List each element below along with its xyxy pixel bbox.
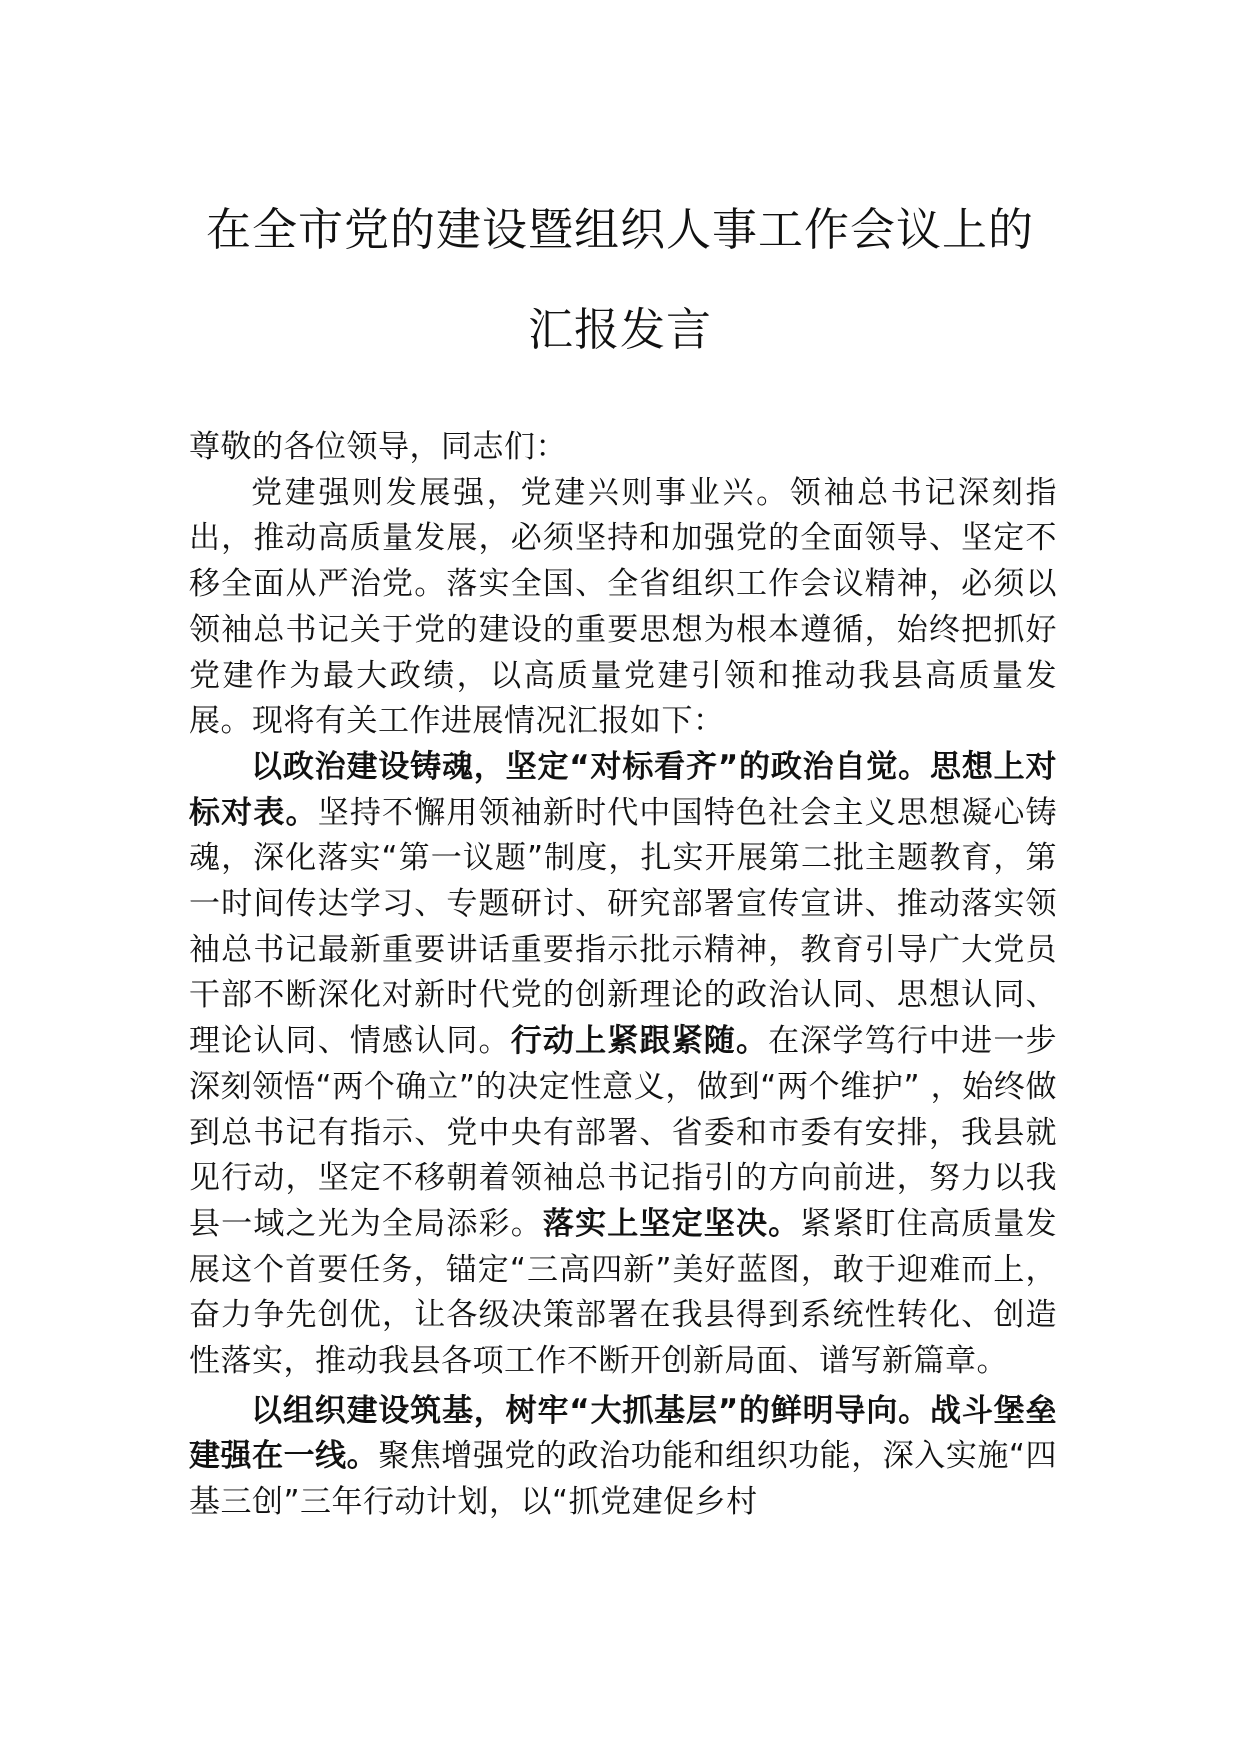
title-line-1: 在全市党的建设暨组织人事工作会议上的 xyxy=(205,203,1034,256)
section-2-sub1-heading: 战斗堡垒建强在一线。 xyxy=(189,1392,1058,1475)
section-1-paragraph xyxy=(189,745,1057,1385)
document-body xyxy=(189,425,1057,1526)
section-1-heading: 以政治建设铸魂，坚定“对标看齐”的政治自觉。 xyxy=(251,748,931,785)
section-1-sub2-heading: 行动上紧跟紧随。 xyxy=(510,1023,769,1060)
salutation: 尊敬的各位领导，同志们： xyxy=(189,429,567,465)
title-line-2: 汇报发言 xyxy=(527,303,712,356)
section-1-sub1-heading: 思想上对标对表。 xyxy=(189,748,1058,831)
section-1-sub3-text: 紧紧盯住高质量发展这个首要任务，锚定“三高四新”美好蓝图，敢于迎难而上，奋力争先创优，让各级决策部署在我县得到系统性转化、创造性落实，推动我县各项工作不断开创新局面、谱写新篇章。 xyxy=(189,1205,1058,1380)
section-1-sub3-heading: 落实上坚定坚决。 xyxy=(542,1205,801,1242)
section-1-sub2-text: 在深学笃行中进一步深刻领悟“两个确立”的决定性意义，做到“两个维护” ，始终做到总书记有指示、党中央有部署、省委和市委有安排，我县就见行动，坚定不移朝着领袖总书记指引的方向前进，努力以我县一域之光为全局添彩。 xyxy=(189,1023,1058,1242)
section-1-sub1-text: 坚持不懈用领袖新时代中国特色社会主义思想凝心铸魂，深化落实“第一议题”制度，扎实开展第二批主题教育，第一时间传达学习、专题研讨、研究部署宣传宣讲、推动落实领袖总书记最新重要讲话重要指示批示精神，教育引导广大党员干部不断深化对新时代党的创新理论的政治认同、思想认同、理论认同、情感认同。 xyxy=(189,794,1058,1060)
section-2-heading: 以组织建设筑基，树牢“大抓基层”的鲜明导向。 xyxy=(251,1392,931,1429)
intro-paragraph: 党建强则发展强，党建兴则事业兴。领袖总书记深刻指出，推动高质量发展，必须坚持和加强党的全面领导、坚定不移全面从严治党。落实全国、全省组织工作会议精神，必须以领袖总书记关于党的建设的重要思想为根本遵循，始终把抓好党建作为最大政绩，以高质量党建引领和推动我县高质量发展。现将有关工作进展情况汇报如下： xyxy=(189,474,1057,740)
section-2-sub1-text: 聚焦增强党的政治功能和组织功能，深入实施“四基三创”三年行动计划，以“抓党建促乡村 xyxy=(189,1438,1058,1521)
document-title xyxy=(150,180,1090,380)
section-2-paragraph xyxy=(189,1389,1057,1526)
